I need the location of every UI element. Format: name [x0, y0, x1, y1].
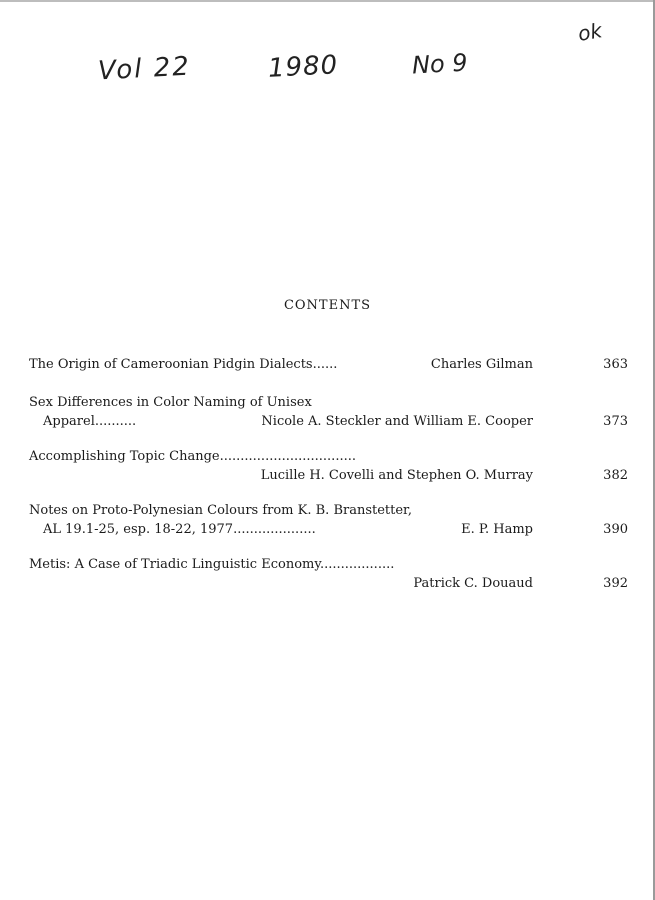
toc-entry-author: Nicole A. Steckler and William E. Cooper — [261, 414, 533, 429]
toc-entry-author: E. P. Hamp — [461, 522, 533, 537]
toc-entry-page: 392 — [603, 576, 628, 591]
handwritten-number: No 9 — [411, 48, 469, 80]
toc-entry — [29, 501, 629, 555]
toc-entry-line — [29, 447, 629, 466]
toc-entry-line — [29, 355, 629, 374]
toc-entry-line — [29, 393, 629, 412]
toc-entry-line — [29, 520, 629, 539]
toc-entry-title: Notes on Proto-Polynesian Colours from K. B. Branstetter, — [29, 503, 412, 518]
handwritten-ok-mark: ok — [576, 18, 604, 46]
toc-entry-title: Accomplishing Topic Change................................. — [29, 449, 356, 464]
toc-entry-line — [29, 574, 629, 593]
toc-entry — [29, 355, 629, 393]
contents-heading: CONTENTS — [283, 298, 372, 313]
toc-entry-page: 382 — [603, 468, 628, 483]
toc-entry-author: Patrick C. Douaud — [413, 576, 533, 591]
toc-entry-title: The Origin of Cameroonian Pidgin Dialects...... — [29, 357, 338, 372]
toc-entry — [29, 447, 629, 501]
toc-entry-author: Charles Gilman — [430, 357, 533, 372]
toc-entry-line — [29, 501, 629, 520]
handwritten-volume: Vol 22 — [97, 51, 192, 87]
toc-entry — [29, 555, 629, 595]
toc-entry-line — [29, 412, 629, 431]
toc-entry-page: 363 — [603, 357, 628, 372]
scan-edge-top — [0, 0, 655, 2]
toc-entry — [29, 393, 629, 447]
toc-entry-author: Lucille H. Covelli and Stephen O. Murray — [260, 468, 533, 483]
toc-entry-line — [29, 466, 629, 485]
toc-entry-page: 390 — [603, 522, 628, 537]
toc-entry-title: Metis: A Case of Triadic Linguistic Economy.................. — [29, 557, 395, 572]
handwritten-year: 1980 — [267, 50, 339, 84]
toc-entry-title-continued: AL 19.1-25, esp. 18-22, 1977.................... — [43, 522, 316, 537]
table-of-contents — [29, 355, 629, 595]
toc-entry-title: Sex Differences in Color Naming of Unisex — [29, 395, 312, 410]
toc-entry-title-continued: Apparel.......... — [43, 414, 137, 429]
toc-entry-line — [29, 555, 629, 574]
toc-entry-page: 373 — [603, 414, 628, 429]
